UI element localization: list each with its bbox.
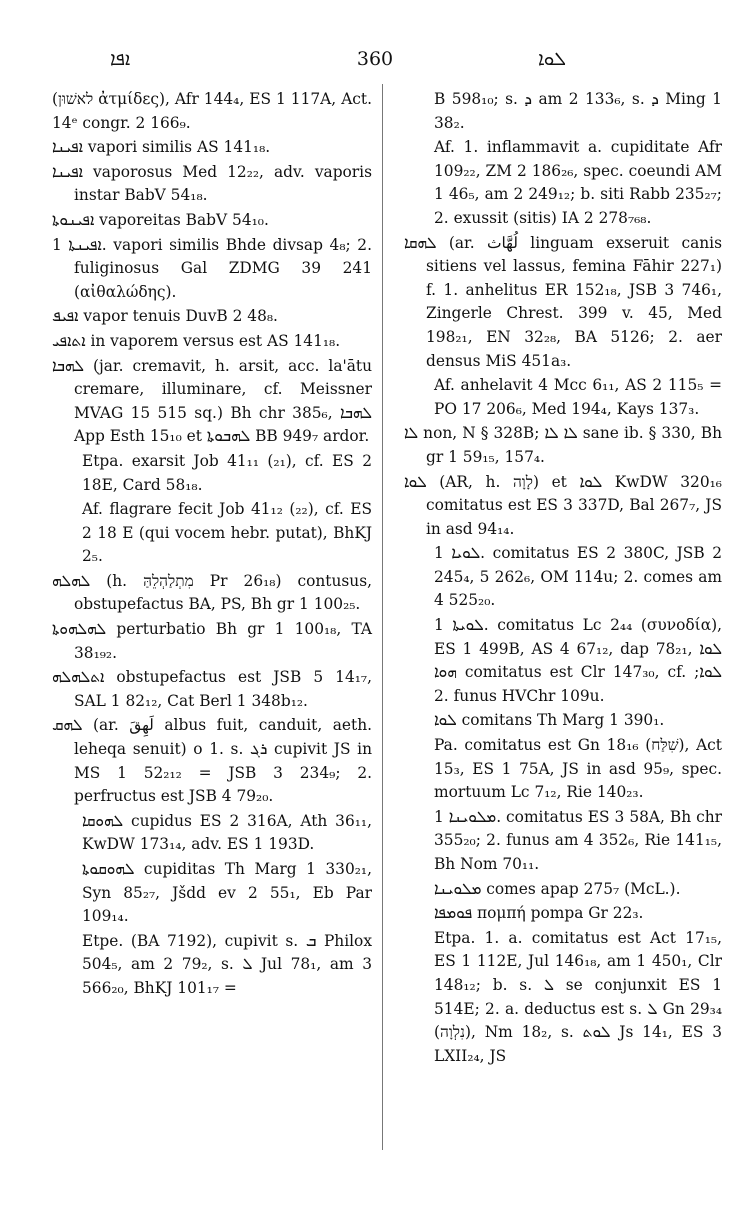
dictionary-entry: ܠܐ non, N § 328B; ܠܐ ܠܐ sane ib. § 330, Bh gr 1 59₁₅, 157₄. — [404, 424, 722, 466]
right-column — [404, 88, 722, 1069]
dictionary-entry: ܠܗܠܗܘܬܐ perturbatio Bh gr 1 100₁₈, TA 38₁₉₂. — [52, 620, 372, 662]
dictionary-entry: ܠܗܠܗ (h. מִתְלַהְלֵהַּ Pr 26₁₈) contusus, obstupefactus BA, PS, Bh gr 1 100₂₅. — [52, 571, 372, 614]
dictionary-entry: ܐܦܝܦ vapor tenuis DuvB 2 48₈. — [52, 307, 278, 326]
running-head-right: ܠܘܐ — [538, 48, 567, 70]
dictionary-entry: ܦܘܡܦܐ πομπή pompa Gr 22₃. — [434, 904, 644, 923]
dictionary-entry: Pa. comitatus est Gn 18₁₆ (שִׁלַּח), Act 15₃, ES 1 75A, JS in asd 95₉, spec. mortuum Lc 7₁₂, Rie 140₂₃. — [434, 736, 722, 802]
dictionary-entry: ܠܗܘܩܘܬܐ cupiditas Th Marg 1 330₂₁, Syn 85₂₇, Jšdd ev 2 55₁, Eb Par 109₁₄. — [82, 860, 372, 926]
dictionary-entry: ܐܦܝܢܐ vapori similis AS 141₁₈. — [52, 138, 271, 157]
dictionary-entry: ܡܠܘܝܢܐ comes apap 275₇ (McL.). — [434, 879, 681, 898]
dictionary-entry: Etpa. 1. a. comitatus est Act 17₁₅, ES 1 112E, Jul 146₁₈, am 1 450₁, Clr 148₁₂; b. s. ܠ se conjunxit ES 1 514E; 2. a. deductus est s. ܠ Gn 29₃₄ (נִלְוָה), Nm 18₂, s. ܠܘܬ Js 14₁, ES 3 LXII₂₄, JS — [434, 928, 722, 1065]
dictionary-entry: Af. flagrare fecit Job 41₁₂ (₂₂), cf. ES 2 18 E (qui vocem hebr. putat), BhKJ 2₅. — [82, 500, 372, 566]
dictionary-entry: ܐܦܝܢܘܬܐ vaporeitas BabV 54₁₀. — [52, 210, 269, 229]
dictionary-entry: ܐܬܐܦܝ in vaporem versus est AS 141₁₈. — [52, 331, 341, 350]
dictionary-entry: ܠܘܝܐ 1. comitatus ES 2 380C, JSB 2 245₄, 5 262₆, OM 114u; 2. comes am 4 525₂₀. — [434, 544, 722, 610]
dictionary-entry: ܠܗܘܩܐ cupidus ES 2 316A, Ath 36₁₁, KwDW 173₁₄, adv. ES 1 193D. — [82, 811, 372, 854]
dictionary-entry: ܠܘܐ comitans Th Marg 1 390₁. — [434, 711, 665, 730]
dictionary-entry: ܐܦܝܢܐ vaporosus Med 12₂₂, adv. vaporis instar BabV 54₁₈. — [52, 162, 372, 205]
dictionary-entry: ܡܠܘܝܢܐ 1. comitatus ES 3 58A, Bh chr 355₂₀; 2. funus am 4 352₆, Rie 141₁₅, Bh Nom 70₁₁. — [434, 807, 722, 873]
dictionary-entry: B 598₁₀; s. ܕ am 2 133₆, s. ܕ Ming 1 38₂. — [434, 90, 722, 132]
dictionary-entry: (לאשׁוּן ἀτμίδες), Afr 144₄, ES 1 117A, Act. 14ᵉ congr. 2 166₉. — [52, 90, 372, 132]
dictionary-entry: Af. anhelavit 4 Mcc 6₁₁, AS 2 115₅ = PO 17 206₆, Med 194₄, Kays 137₃. — [434, 376, 722, 418]
page-number: 360 — [356, 48, 394, 70]
dictionary-entry: ܠܗܒܐ (jar. cremavit, h. arsit, acc. la'ātu cremare, illuminare, cf. Meissner MVAG 15 515 sq.) Bh chr 385₆, ܠܗܒܐ App Esth 15₁₀ et ܠܗܒܘܬܐ BB 949₇ ardor. — [52, 356, 372, 446]
dictionary-entry: Etpe. (BA 7192), cupivit s. ܒ Philox 504₅, am 2 79₂, s. ܠ Jul 78₁, am 3 566₂₀, BhKJ 101₁₇ = — [82, 931, 373, 997]
dictionary-entry: Af. 1. inflammavit a. cupiditate Afr 109₂₂, ZM 2 186₂₆, spec. coeundi AM 1 46₅, am 2 249₁₂; b. siti Rabb 235₂₇; 2. exussit (sitis) IA 2 278₇₆₈. — [434, 138, 722, 227]
dictionary-entry: ܠܘܝܬܐ 1. comitatus Lc 2₄₄ (συνοδία), ES 1 499B, AS 4 67₁₂, dap 78₂₁, ܠܘܐ ܗܘܐ comitatus est Clr 147₃₀, cf. ܠܘܐ; 2. funus HVChr 109u. — [434, 616, 722, 705]
column-divider — [382, 84, 383, 1150]
dictionary-entry: Etpa. exarsit Job 41₁₁ (₂₁), cf. ES 2 18E, Card 58₁₈. — [82, 451, 372, 494]
dictionary-entry: ܠܘܐ (AR, h. לָוָה) et ܠܘܐ KwDW 320₁₆ comitatus est ES 3 337D, Bal 267₇, JS in asd 94₁₄. — [404, 472, 722, 538]
running-head-left: ܐܦܐ — [110, 48, 131, 70]
dictionary-entry: ܠܗܩ (ar. لَهِقَ albus fuit, canduit, aeth. leheqa senuit) o 1. s. ܪܓ cupivit JS in MS 1 52₂₁₂ = JSB 3 234₉; 2. perfructus est JSB 4 79₂₀. — [52, 716, 372, 806]
dictionary-entry: ܠܗܩܐ (ar. لُهَّاث linguam exseruit canis sitiens vel lassus, femina Fāhir 227₁) f. 1. anhelitus ER 152₁₈, JSB 3 746₁, Zingerle Chrest. 399 v. 45, Med 198₂₁, EN 32₂₈, BA 5126; 2. aer densus MiS 451a₃. — [404, 233, 722, 370]
dictionary-entry: ܐܬܠܗܠܗ obstupefactus est JSB 5 14₁₇, SAL 1 82₁₂, Cat Berl 1 348b₁₂. — [52, 668, 372, 710]
left-column — [52, 88, 372, 1002]
dictionary-entry: ܐܦܝܢܬܐ 1. vapori similis Bhde divsap 4₈; 2. fuliginosus Gal ZDMG 39 241 (αἰθαλώδης). — [52, 235, 372, 301]
